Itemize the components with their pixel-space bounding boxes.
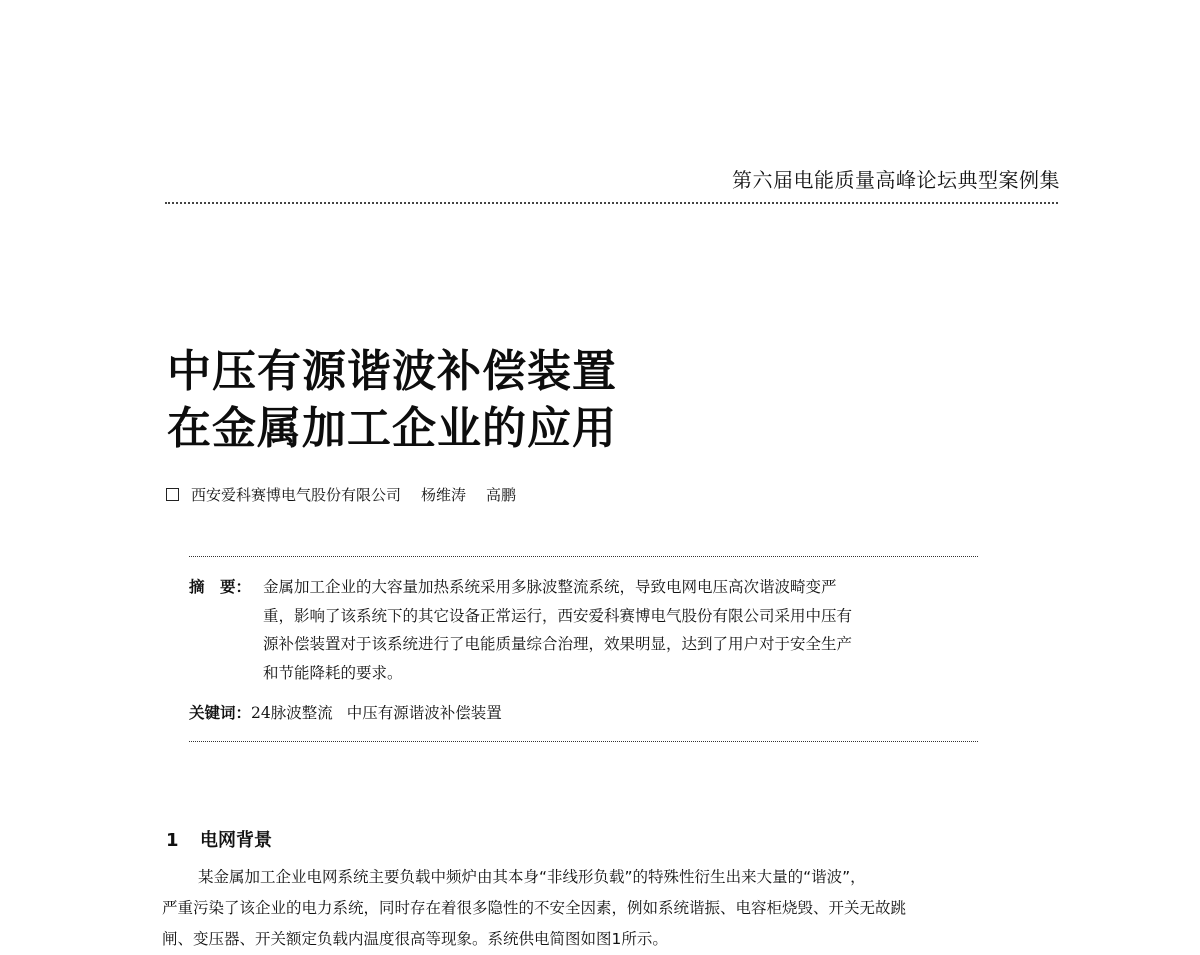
abstract-line: 重，影响了该系统下的其它设备正常运行，西安爱科赛博电气股份有限公司采用中压有 (263, 606, 853, 625)
abstract-rule-bottom (189, 741, 978, 742)
section-body (162, 862, 1062, 955)
abstract-rule-top (189, 556, 978, 557)
byline (166, 484, 516, 505)
abstract-line: 源补偿装置对于该系统进行了电能质量综合治理，效果明显，达到了用户对于安全生产 (263, 635, 853, 653)
article-title (167, 343, 617, 457)
square-bullet-icon (166, 488, 179, 501)
section-number: 1 (166, 830, 179, 851)
affiliation: 西安爱科赛博电气股份有限公司 (191, 486, 402, 504)
abstract (189, 573, 984, 687)
keyword: 24脉波整流 (251, 704, 333, 722)
abstract-text (263, 573, 984, 687)
keyword: 中压有源谐波补偿装置 (346, 704, 502, 722)
body-line: 某金属加工企业电网系统主要负载中频炉由其本身“非线形负载”的特殊性衍生出来大量的“谐波”， (198, 868, 866, 886)
abstract-line: 金属加工企业的大容量加热系统采用多脉波整流系统，导致电网电压高次谐波畸变严 (263, 578, 837, 596)
section-heading (166, 826, 272, 852)
author-2: 高鹏 (486, 486, 517, 504)
section-title: 电网背景 (200, 830, 272, 851)
keywords (189, 701, 502, 723)
abstract-line: 和节能降耗的要求。 (263, 663, 403, 682)
author-1: 杨维涛 (421, 486, 467, 504)
body-line: 闸、变压器、开关额定负载内温度很高等现象。系统供电简图如图1所示。 (162, 930, 668, 948)
title-line-2: 在金属加工企业的应用 (167, 403, 617, 454)
keywords-label: 关键词： (189, 704, 252, 722)
abstract-label: 摘 要： (189, 578, 252, 596)
body-line: 严重污染了该企业的电力系统，同时存在着很多隐性的不安全因素，例如系统谐振、电容柜烧毁、开关无故跳 (162, 899, 907, 917)
header-rule (165, 202, 1058, 204)
title-line-1: 中压有源谐波补偿装置 (167, 346, 617, 397)
running-header: 第六届电能质量高峰论坛典型案例集 (732, 168, 1060, 192)
